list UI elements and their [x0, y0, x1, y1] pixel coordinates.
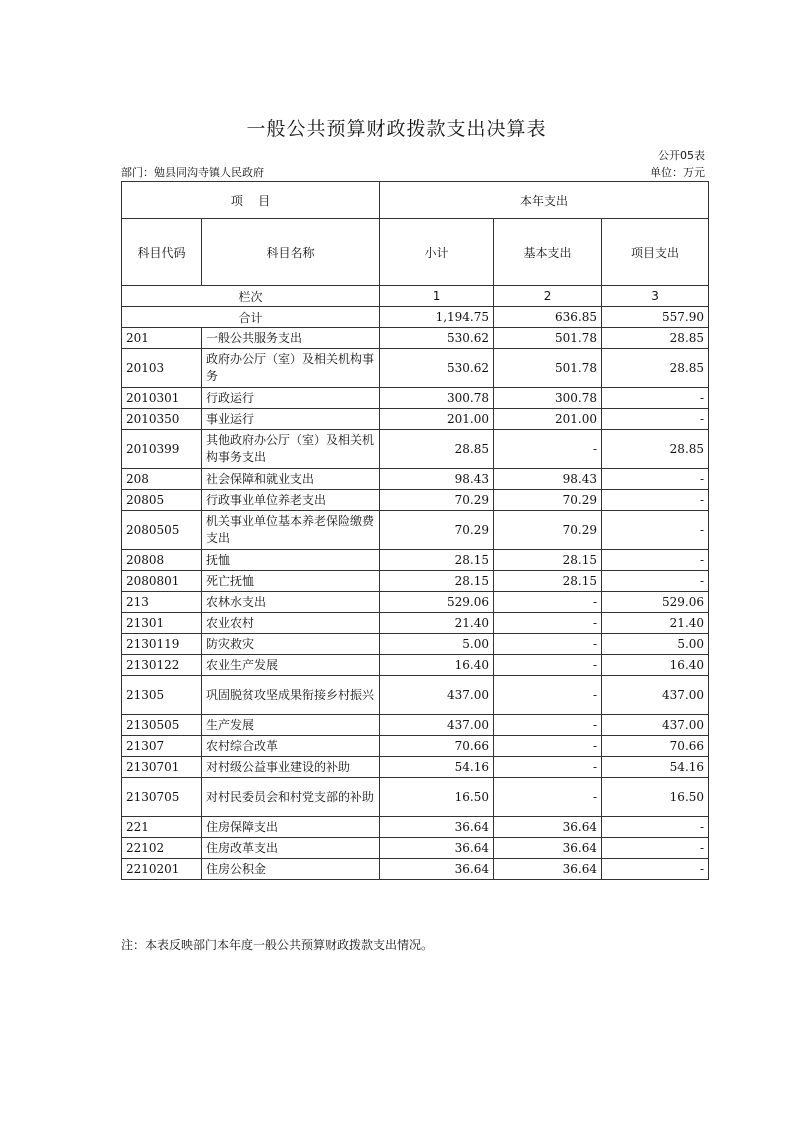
row-code: 201 [122, 328, 202, 349]
row-name: 抚恤 [202, 550, 380, 571]
row-name: 农村综合改革 [202, 736, 380, 757]
unit-label: 单位：万元 [650, 166, 705, 179]
row-project: 28.85 [602, 328, 709, 349]
row-subtotal: 300.78 [380, 388, 494, 409]
row-project: 16.50 [602, 778, 709, 817]
row-basic: - [494, 778, 602, 817]
header-subtotal: 小计 [380, 219, 494, 286]
row-basic: - [494, 655, 602, 676]
row-basic: - [494, 613, 602, 634]
row-subtotal: 70.66 [380, 736, 494, 757]
row-basic: 501.78 [494, 328, 602, 349]
row-subtotal: 98.43 [380, 469, 494, 490]
table-row [122, 838, 709, 859]
row-name: 生产发展 [202, 715, 380, 736]
row-name: 防灾救灾 [202, 634, 380, 655]
row-code: 22102 [122, 838, 202, 859]
row-project: - [602, 409, 709, 430]
row-code: 21307 [122, 736, 202, 757]
row-subtotal: 437.00 [380, 715, 494, 736]
footnote: 注：本表反映部门本年度一般公共预算财政拨款支出情况。 [121, 938, 434, 952]
row-name: 对村民委员会和村党支部的补助 [202, 778, 380, 817]
row-name: 行政事业单位养老支出 [202, 490, 380, 511]
header-row-1 [122, 182, 709, 219]
row-subtotal: 21.40 [380, 613, 494, 634]
row-project: 28.85 [602, 430, 709, 469]
row-subtotal: 54.16 [380, 757, 494, 778]
table-row [122, 430, 709, 469]
row-basic: 300.78 [494, 388, 602, 409]
row-name: 住房公积金 [202, 859, 380, 880]
table-row [122, 469, 709, 490]
row-project: - [602, 511, 709, 550]
row-subtotal: 28.85 [380, 430, 494, 469]
row-subtotal: 16.50 [380, 778, 494, 817]
row-project: - [602, 469, 709, 490]
row-code: 2010350 [122, 409, 202, 430]
row-basic: 36.64 [494, 817, 602, 838]
row-code: 20805 [122, 490, 202, 511]
column-index-2: 2 [494, 286, 602, 307]
row-name: 行政运行 [202, 388, 380, 409]
row-basic: 28.15 [494, 550, 602, 571]
row-code: 2130122 [122, 655, 202, 676]
row-basic: - [494, 634, 602, 655]
row-basic: 70.29 [494, 511, 602, 550]
row-project: 70.66 [602, 736, 709, 757]
table-row [122, 655, 709, 676]
row-subtotal: 437.00 [380, 676, 494, 715]
row-project: - [602, 388, 709, 409]
table-row [122, 736, 709, 757]
row-project: 54.16 [602, 757, 709, 778]
table-row [122, 388, 709, 409]
row-subtotal: 5.00 [380, 634, 494, 655]
row-basic: 28.15 [494, 571, 602, 592]
row-code: 21305 [122, 676, 202, 715]
table-row [122, 778, 709, 817]
row-name: 农业生产发展 [202, 655, 380, 676]
row-project: 437.00 [602, 715, 709, 736]
total-subtotal: 1,194.75 [380, 307, 494, 328]
row-basic: 501.78 [494, 349, 602, 388]
row-project: 21.40 [602, 613, 709, 634]
row-basic: 36.64 [494, 838, 602, 859]
row-project: 529.06 [602, 592, 709, 613]
row-project: 16.40 [602, 655, 709, 676]
page-title: 一般公共预算财政拨款支出决算表 [246, 118, 547, 140]
column-index-label: 栏次 [122, 286, 380, 307]
column-index-1: 1 [380, 286, 494, 307]
row-subtotal: 28.15 [380, 550, 494, 571]
row-subtotal: 530.62 [380, 349, 494, 388]
row-code: 2130119 [122, 634, 202, 655]
row-basic: 98.43 [494, 469, 602, 490]
row-subtotal: 16.40 [380, 655, 494, 676]
row-name: 农业农村 [202, 613, 380, 634]
row-code: 208 [122, 469, 202, 490]
row-name: 其他政府办公厅（室）及相关机构事务支出 [202, 430, 380, 469]
total-basic: 636.85 [494, 307, 602, 328]
table-row [122, 757, 709, 778]
header-item: 项 目 [122, 182, 380, 219]
row-code: 2130705 [122, 778, 202, 817]
row-subtotal: 28.15 [380, 571, 494, 592]
row-subtotal: 529.06 [380, 592, 494, 613]
expenditure-table [121, 181, 709, 880]
row-subtotal: 36.64 [380, 859, 494, 880]
row-code: 2010399 [122, 430, 202, 469]
row-code: 20103 [122, 349, 202, 388]
table-row [122, 409, 709, 430]
row-project: - [602, 550, 709, 571]
table-row [122, 676, 709, 715]
header-project: 项目支出 [602, 219, 709, 286]
row-basic: 36.64 [494, 859, 602, 880]
table-row [122, 613, 709, 634]
row-name: 农林水支出 [202, 592, 380, 613]
row-basic: - [494, 715, 602, 736]
row-code: 2130505 [122, 715, 202, 736]
table-row [122, 490, 709, 511]
table-row [122, 859, 709, 880]
table-row [122, 817, 709, 838]
table-row [122, 571, 709, 592]
table-row [122, 511, 709, 550]
header-name: 科目名称 [202, 219, 380, 286]
row-code: 2210201 [122, 859, 202, 880]
row-name: 政府办公厅（室）及相关机构事务 [202, 349, 380, 388]
row-project: - [602, 859, 709, 880]
row-subtotal: 201.00 [380, 409, 494, 430]
row-name: 住房改革支出 [202, 838, 380, 859]
column-index-3: 3 [602, 286, 709, 307]
row-name: 住房保障支出 [202, 817, 380, 838]
row-name: 一般公共服务支出 [202, 328, 380, 349]
table-row [122, 715, 709, 736]
row-name: 机关事业单位基本养老保险缴费支出 [202, 511, 380, 550]
row-basic: 70.29 [494, 490, 602, 511]
row-code: 213 [122, 592, 202, 613]
row-project: 437.00 [602, 676, 709, 715]
table-row [122, 550, 709, 571]
row-project: 5.00 [602, 634, 709, 655]
row-project: - [602, 838, 709, 859]
row-basic: - [494, 676, 602, 715]
row-code: 2080505 [122, 511, 202, 550]
row-subtotal: 36.64 [380, 838, 494, 859]
row-name: 死亡抚恤 [202, 571, 380, 592]
row-name: 对村级公益事业建设的补助 [202, 757, 380, 778]
row-project: - [602, 490, 709, 511]
row-basic: 201.00 [494, 409, 602, 430]
total-row [122, 307, 709, 328]
row-code: 20808 [122, 550, 202, 571]
table-row [122, 634, 709, 655]
row-subtotal: 70.29 [380, 511, 494, 550]
row-subtotal: 530.62 [380, 328, 494, 349]
column-index-row [122, 286, 709, 307]
table-row [122, 592, 709, 613]
row-name: 社会保障和就业支出 [202, 469, 380, 490]
department-label: 部门：勉县同沟寺镇人民政府 [121, 166, 264, 179]
row-basic: - [494, 592, 602, 613]
header-row-2 [122, 219, 709, 286]
row-basic: - [494, 430, 602, 469]
row-project: - [602, 571, 709, 592]
table-row [122, 328, 709, 349]
form-number: 公开05表 [658, 149, 705, 162]
total-project: 557.90 [602, 307, 709, 328]
row-basic: - [494, 736, 602, 757]
row-subtotal: 70.29 [380, 490, 494, 511]
data-rows [122, 328, 709, 880]
total-label: 合计 [122, 307, 380, 328]
row-code: 2010301 [122, 388, 202, 409]
row-subtotal: 36.64 [380, 817, 494, 838]
row-code: 2130701 [122, 757, 202, 778]
row-code: 221 [122, 817, 202, 838]
row-project: 28.85 [602, 349, 709, 388]
row-name: 事业运行 [202, 409, 380, 430]
row-project: - [602, 817, 709, 838]
table-row [122, 349, 709, 388]
row-basic: - [494, 757, 602, 778]
header-code: 科目代码 [122, 219, 202, 286]
row-code: 2080801 [122, 571, 202, 592]
header-current-year: 本年支出 [380, 182, 709, 219]
header-basic: 基本支出 [494, 219, 602, 286]
row-name: 巩固脱贫攻坚成果衔接乡村振兴 [202, 676, 380, 715]
row-code: 21301 [122, 613, 202, 634]
